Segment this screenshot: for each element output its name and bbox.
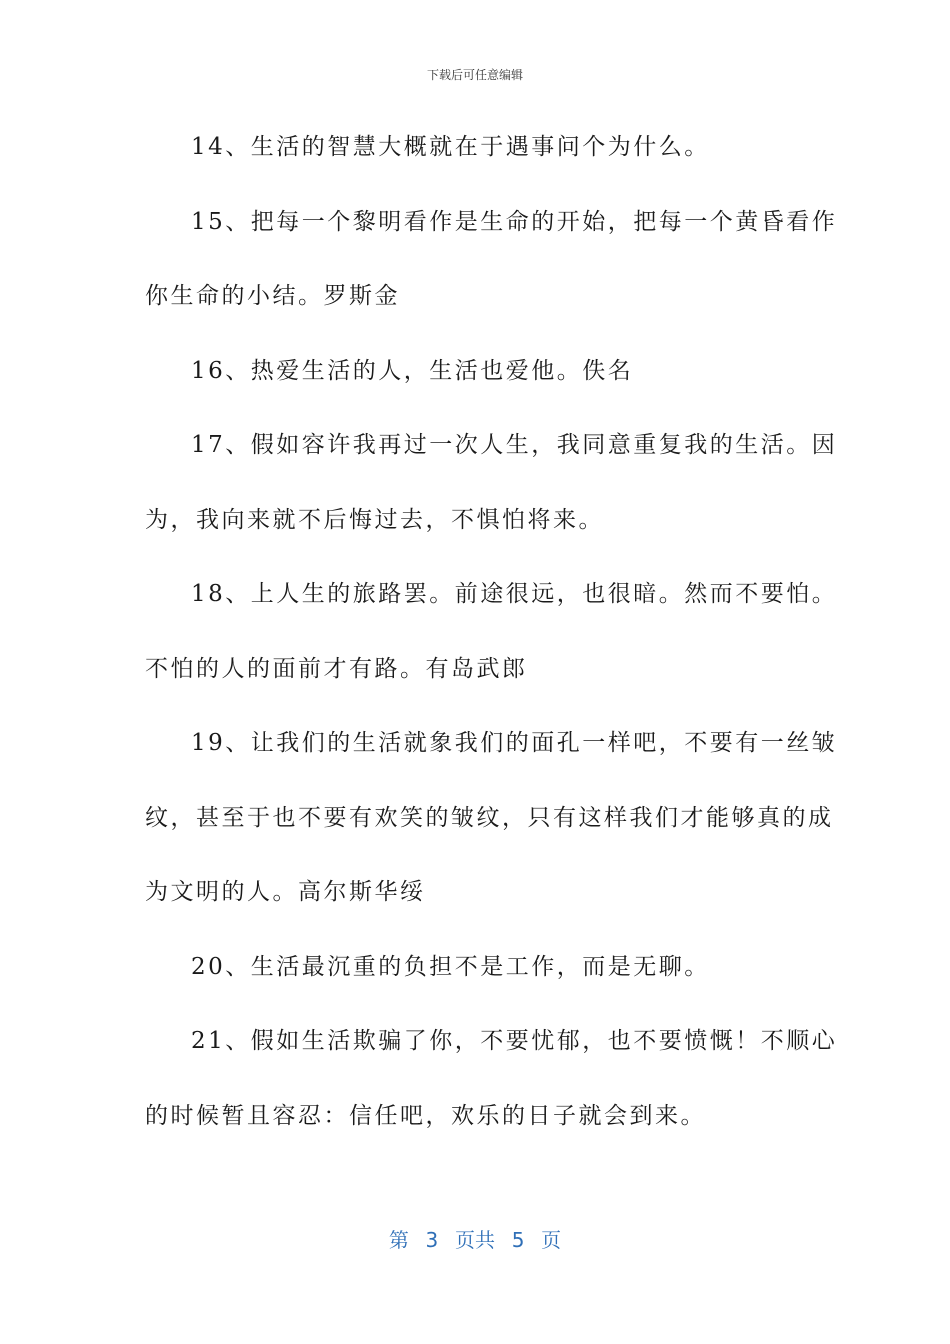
paragraph-21	[145, 1004, 838, 1153]
paragraph-15	[145, 185, 838, 334]
paragraph-line: 的时候暂且容忍：信任吧，欢乐的日子就会到来。	[145, 1102, 706, 1129]
header-note: 下载后可任意编辑	[426, 68, 523, 82]
paragraph-line: 17、假如容许我再过一次人生，我同意重复我的生活。因	[191, 432, 838, 458]
paragraph-line: 19、让我们的生活就象我们的面孔一样吧，不要有一丝皱	[191, 730, 838, 756]
page-number: 第 3 页共 5 页	[388, 1228, 562, 1252]
paragraph-line: 14、生活的智慧大概就在于遇事问个为什么。	[191, 134, 710, 160]
paragraph-19	[145, 706, 838, 930]
paragraph-line: 为文明的人。高尔斯华绥	[145, 879, 426, 905]
paragraph-16	[145, 334, 795, 409]
paragraph-17	[145, 408, 838, 557]
paragraph-18	[145, 557, 838, 706]
paragraph-20	[145, 930, 795, 1005]
paragraph-line: 16、热爱生活的人，生活也爱他。佚名	[191, 357, 634, 384]
paragraph-14	[145, 110, 795, 185]
paragraph-line: 为，我向来就不后悔过去，不惧怕将来。	[145, 506, 604, 533]
paragraph-line: 不怕的人的面前才有路。有岛武郎	[145, 655, 528, 682]
paragraph-line: 你生命的小结。罗斯金	[145, 283, 400, 309]
paragraph-line: 纹，甚至于也不要有欢笑的皱纹，只有这样我们才能够真的成	[145, 804, 834, 831]
paragraph-line: 21、假如生活欺骗了你，不要忧郁，也不要愤慨！不顺心	[191, 1028, 838, 1054]
paragraph-line: 15、把每一个黎明看作是生命的开始，把每一个黄昏看作	[191, 208, 838, 235]
document-body	[145, 110, 838, 1153]
paragraph-line: 18、上人生的旅路罢。前途很远，也很暗。然而不要怕。	[191, 581, 838, 607]
paragraph-line: 20、生活最沉重的负担不是工作，而是无聊。	[191, 953, 710, 980]
